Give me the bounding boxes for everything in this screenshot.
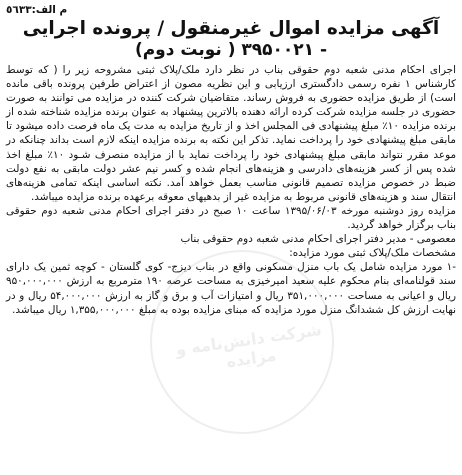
notice-body [6,63,456,317]
watermark-text: شرکت دانش‌نامه و مزایده [174,319,323,372]
signature-line: معصومی - مدیر دفتر اجرای احکام مدنی شعبه دوم حقوقی بناب [180,233,456,246]
property-spec-heading: مشخصات ملک/پلاک ثبتی مورد مزایده: [289,247,456,260]
notice-title: آگهی مزایده اموال غیرمنقول / پرونده اجرایی [22,18,440,39]
auction-terms-paragraph: اجرای احکام مدنی شعبه دوم حقوقی بناب در نظر دارد ملک/پلاک ثبتی مشروحه زیر را ( که توسط کارشناس ۱ نفره رسمی دادگستری ارزیابی و این نظریه مصون از اعتراض طرفین پرونده باقی مانده است) از طریق مزایده حضوری به فروش رساند. متقاضیان شرکت کننده در مزایده می توانند به صورت حضوری در جلسه مزایده شرکت کرده ارائه دهنده بالاترین پیشنهاد به عنوان برنده مزایده شناخته شده از برنده مزایده ۱۰٪ مبلغ پیشنهادی فی المجلس اخذ و از تاریخ مزایده به مدت یک ماه فرصت داده میشود تا مابقی مبلغ پیشنهادی خود را پرداخت نماید. تذکر این نکته به برنده مزایده اینکه لازم است بداند چنانکه در موعد مقرر نتواند مابقی مبلغ پیشنهادی خود را پرداخت نماید با از مزایده منصرف شـود ۱۰٪ مبلغ اخذ شده پس از کسر هزینه‌های دادرسی و هزینه‌های انجام شده و کسر نیم عشر دولت مابقی به نفع دولت ضبط در خصوص مزایده تصمیم قانونی مناسب بعمل خواهد آمد. نکته اساسی اینکه تمامی هزینه‌های انتقال سند و هزینه‌های قانونی مربوط به مزایده غیر از بدهیهای معوقه برعهده برنده مزایده میباشد. [6,64,457,203]
reference-number: م الف:٥٦٣٣ [6,4,68,16]
property-details-paragraph: -۱ مورد مزایده شامل یک باب منزل مسکونی واقع در بناب دیزج- کوی گلستان - کوچه ثمین یک دارای سند قولنامه‌ای بنام محکوم علیه سعید امیرخیزی به مساحت عرصه ۱۹۰ مترمربع به ارزش ۹۵۰,۰۰۰,۰۰۰ ریال و اعیانی به مساحت ۳۵۱,۰۰۰,۰۰۰ ریال و امتیازات آب و برق و گاز به ارزش ۵۴,۰۰۰,۰۰۰ ریال و در نهایت ارزش کل ششدانگ منزل مورد مزایده که مبنای مزایده بوده به مبلغ ۱,۳۵۵,۰۰۰,۰۰۰ ریال میباشد. [6,261,457,316]
case-number: - ۳۹۵۰۰۲۱ ( نوبت دوم) [134,40,328,60]
auction-date-paragraph: مزایده روز دوشنبه مورخه ۱۳۹۵/۰۶/۰۳ ساعت ۱۰ صبح در دفتر اجرای احکام مدنی شعبه دوم حقوقی بناب برگزار خواهد گردید. [6,204,456,232]
